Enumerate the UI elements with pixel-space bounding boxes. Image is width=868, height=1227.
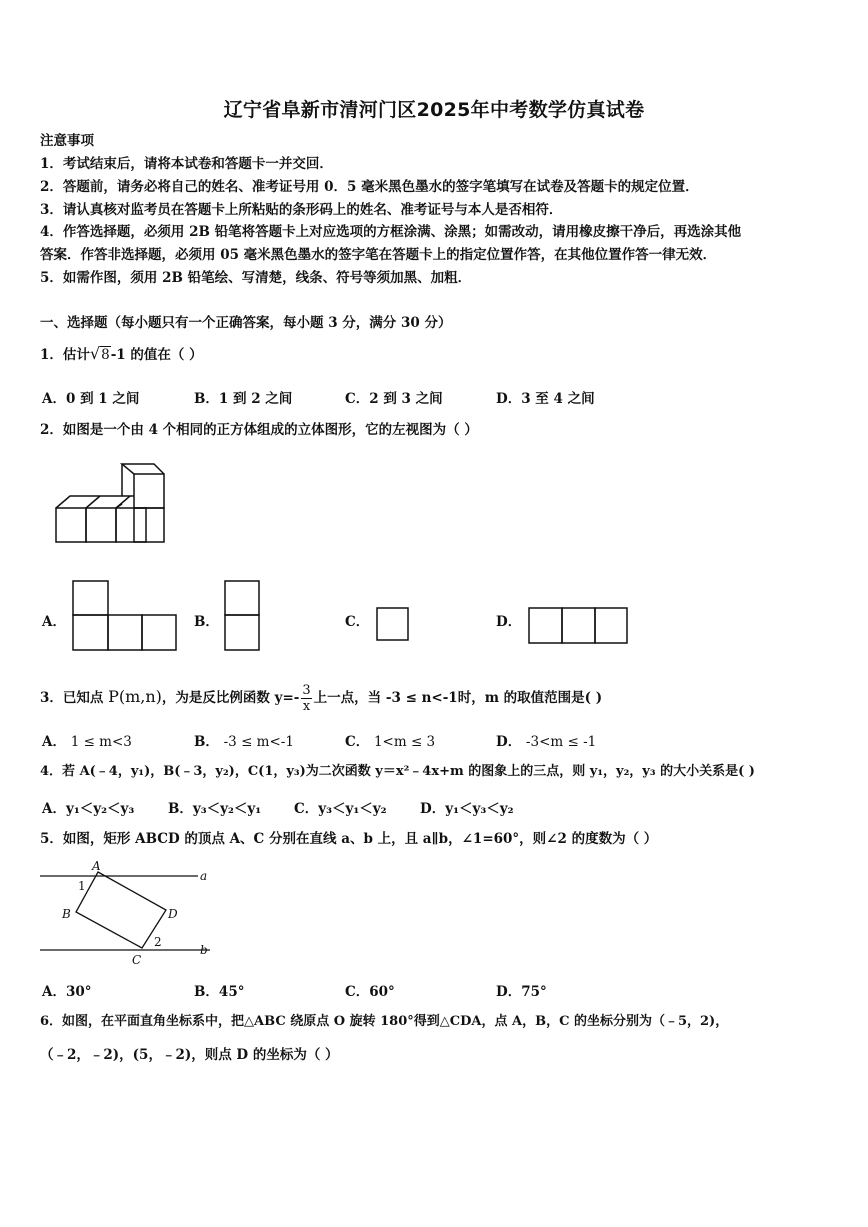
- option-letter: B．: [194, 734, 219, 750]
- option-letter: D．: [496, 984, 522, 1000]
- q3-point: P(m,n): [108, 687, 162, 706]
- question-1: [40, 345, 203, 364]
- option-letter: B．: [194, 391, 219, 407]
- option-text: y₃＜y₁＜y₂: [318, 801, 387, 817]
- label-angle-2: 2: [154, 935, 162, 949]
- option-text: 30°: [65, 984, 92, 1000]
- question-3: [40, 680, 602, 715]
- q3-option-c[interactable]: [345, 730, 435, 750]
- option-letter: D．: [496, 734, 522, 750]
- question-2: 2．如图是一个由 4 个相同的正方体组成的立体图形，它的左视图为（ ）: [40, 422, 478, 438]
- q2-option-b-figure[interactable]: [222, 578, 264, 654]
- question-5: 5．如图，矩形 ABCD 的顶点 A、C 分别在直线 a、b 上，且 a∥b，∠1=60°，则∠2 的度数为（ ）: [40, 831, 658, 847]
- q2-option-d-label[interactable]: D．: [496, 614, 522, 630]
- q2-option-c-label[interactable]: C．: [345, 614, 370, 630]
- notice-item: 3．请认真核对监考员在答题卡上所粘贴的条形码上的姓名、准考证号与本人是否相符．: [40, 202, 563, 218]
- q3-option-d[interactable]: [496, 730, 596, 750]
- option-text: y₁＜y₃＜y₂: [445, 801, 514, 817]
- label-d-vertex: D: [168, 907, 178, 921]
- fraction: [301, 683, 311, 714]
- cube-figure: [50, 460, 170, 550]
- q5-option-b[interactable]: [194, 980, 244, 1000]
- q1-prefix: 1．估计: [40, 347, 90, 363]
- label-c-vertex: C: [132, 953, 142, 967]
- option-letter: C．: [294, 801, 319, 817]
- label-angle-1: 1: [78, 879, 86, 893]
- option-text: 0 到 1 之间: [65, 391, 140, 407]
- option-letter: B．: [194, 984, 219, 1000]
- option-text: y₃＜y₂＜y₁: [192, 801, 262, 817]
- section-heading: 一、选择题（每小题只有一个正确答案，每小题 3 分，满分 30 分）: [40, 315, 452, 331]
- q2-option-c-figure[interactable]: [374, 605, 414, 645]
- q2-option-d-figure[interactable]: [526, 605, 632, 647]
- option-letter: C．: [345, 984, 370, 1000]
- notice-item: 2．答题前，请务必将自己的姓名、准考证号用 0．5 毫米黑色墨水的签字笔填写在试卷及答题卡的规定位置．: [40, 179, 699, 195]
- rectangle-parallel-lines-figure: [38, 858, 218, 968]
- notice-item: 5．如需作图，须用 2B 铅笔绘、写清楚，线条、符号等须加黑、加粗．: [40, 270, 472, 286]
- option-text: -3<m ≤ -1: [525, 734, 597, 750]
- option-text: 2 到 3 之间: [369, 391, 443, 407]
- page-title: 辽宁省阜新市清河门区2025年中考数学仿真试卷: [223, 99, 645, 121]
- q3-suffix: 上一点，当 -3 ≤ n<-1时，m 的取值范围是( ): [313, 690, 603, 706]
- q5-option-d[interactable]: [496, 980, 547, 1000]
- q1-option-c[interactable]: [345, 387, 443, 407]
- option-text: 1<m ≤ 3: [373, 734, 436, 750]
- option-letter: B．: [168, 801, 193, 817]
- option-text: 3 至 4 之间: [521, 391, 595, 407]
- option-letter: D．: [420, 801, 446, 817]
- option-letter: A．: [42, 801, 66, 817]
- option-text: 1 ≤ m<3: [70, 734, 132, 750]
- label-a-vertex: A: [92, 859, 101, 873]
- sqrt-symbol: √: [89, 344, 101, 363]
- question-6-line-2: （﹣2，﹣2)，(5，﹣2)，则点 D 的坐标为（ ）: [40, 1047, 339, 1063]
- q1-option-b[interactable]: [194, 387, 292, 407]
- label-b-vertex: B: [62, 907, 71, 921]
- option-text: 45°: [218, 984, 245, 1000]
- notice-heading: 注意事项: [40, 133, 94, 149]
- option-text: 75°: [521, 984, 547, 1000]
- option-letter: D．: [496, 391, 522, 407]
- q2-option-a-figure[interactable]: [70, 578, 180, 654]
- q5-option-c[interactable]: [345, 980, 395, 1000]
- q1-option-a[interactable]: [42, 387, 139, 407]
- q1-radicand: 8: [101, 347, 110, 363]
- label-line-a: a: [200, 869, 208, 883]
- q3-middle: ，为是反比例函数 y=-: [161, 690, 300, 706]
- fraction-numerator: 3: [302, 683, 311, 698]
- q4-option-a[interactable]: [42, 797, 134, 817]
- option-text: y₁＜y₂＜y₃: [65, 801, 135, 817]
- q3-option-a[interactable]: [42, 730, 132, 750]
- q4-option-c[interactable]: [294, 797, 387, 817]
- q2-option-b-label[interactable]: B．: [194, 614, 219, 630]
- notice-item: 1．考试结束后，请将本试卷和答题卡一并交回．: [40, 156, 333, 172]
- option-text: -3 ≤ m<-1: [223, 734, 294, 750]
- q2-option-a-label[interactable]: A．: [42, 614, 66, 630]
- q5-option-a[interactable]: [42, 980, 92, 1000]
- q4-option-b[interactable]: [168, 797, 261, 817]
- option-text: 60°: [369, 984, 395, 1000]
- notice-item: 答案．作答非选择题，必须用 05 毫米黑色墨水的签字笔在答题卡上的指定位置作答，在其他位置作答一律无效．: [40, 247, 717, 263]
- option-letter: C．: [345, 391, 370, 407]
- fraction-denominator: x: [302, 699, 311, 714]
- option-letter: A．: [42, 391, 66, 407]
- q4-option-d[interactable]: [420, 797, 514, 817]
- option-text: 1 到 2 之间: [218, 391, 293, 407]
- q1-option-d[interactable]: [496, 387, 595, 407]
- option-letter: C．: [345, 734, 370, 750]
- notice-item: 4．作答选择题，必须用 2B 铅笔将答题卡上对应选项的方框涂满、涂黑；如需改动，请用橡皮擦干净后，再选涂其他: [40, 224, 742, 240]
- question-4: 4．若 A(﹣4，y₁)，B(﹣3，y₂)，C(1，y₃)为二次函数 y＝x²﹣4x+m 的图象上的三点，则 y₁，y₂，y₃ 的大小关系是( ): [40, 764, 755, 779]
- q3-prefix: 3．已知点: [40, 690, 104, 706]
- option-letter: A．: [42, 734, 66, 750]
- option-letter: A．: [42, 984, 66, 1000]
- question-6-line-1: 6．如图，在平面直角坐标系中，把△ABC 绕原点 O 旋转 180°得到△CDA，点 A，B，C 的坐标分别为（﹣5，2)，: [40, 1014, 729, 1029]
- label-line-b: b: [200, 943, 208, 957]
- q3-option-b[interactable]: [194, 730, 294, 750]
- q1-suffix: -1 的值在（ ）: [110, 347, 203, 363]
